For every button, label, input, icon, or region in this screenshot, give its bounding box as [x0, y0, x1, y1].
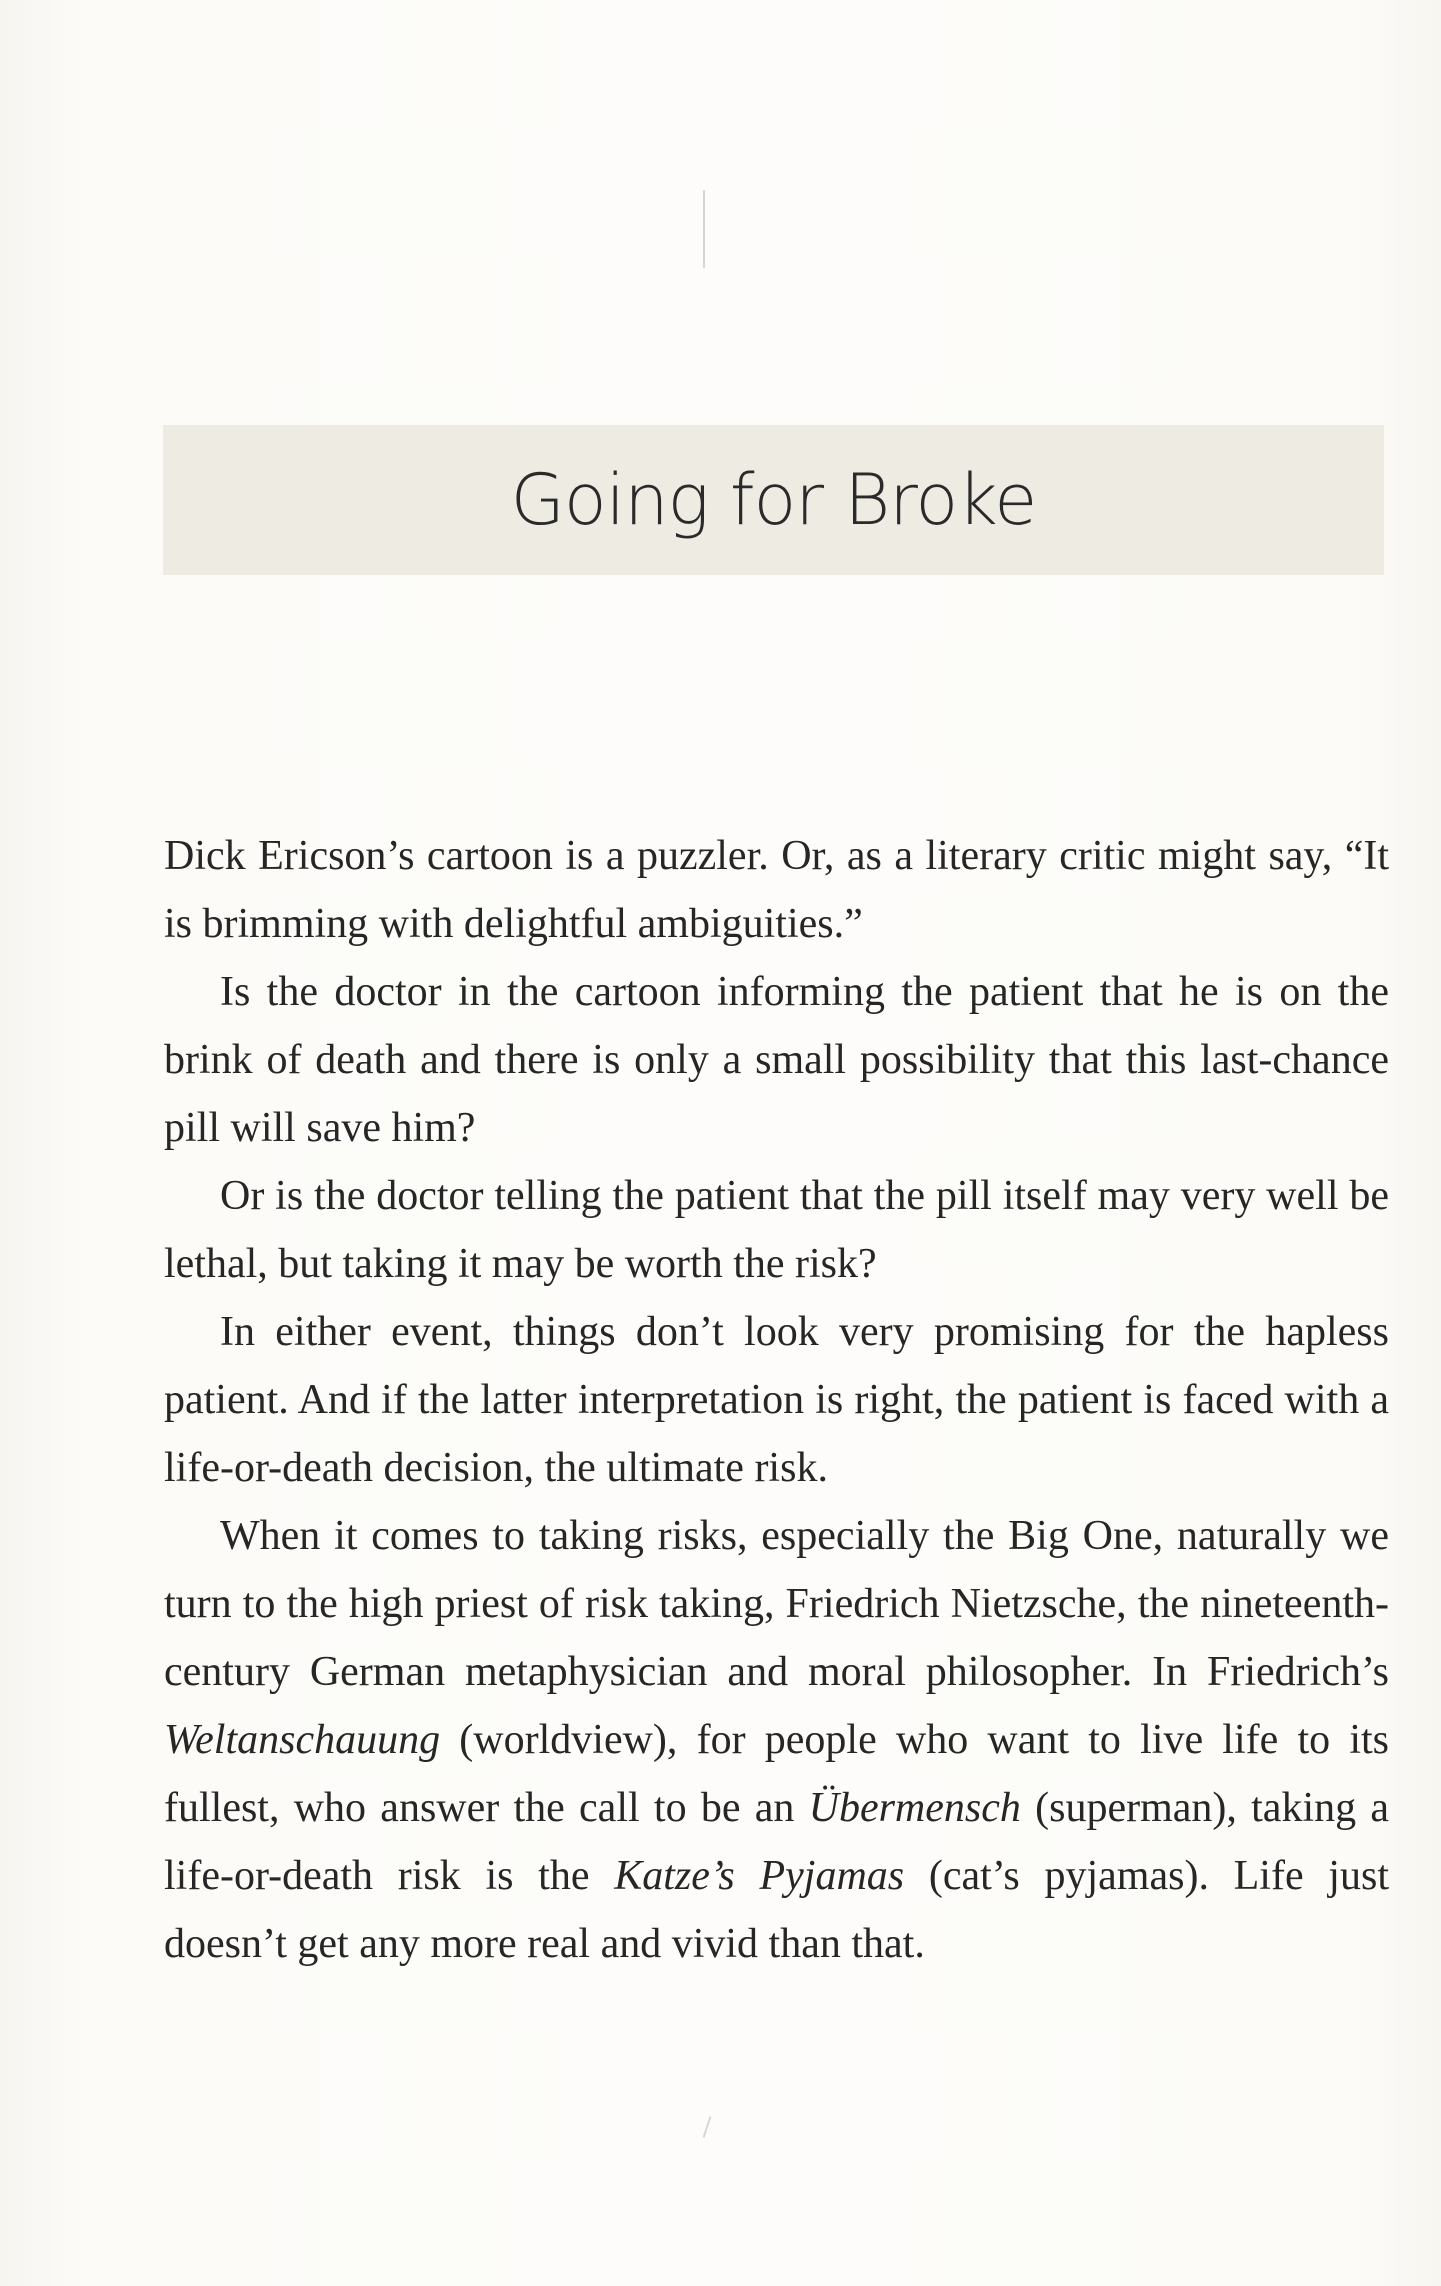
italic-term: Katze’s Pyjamas [614, 1853, 905, 1899]
paragraph [164, 1502, 1389, 1978]
paragraph: Or is the doctor telling the patient that the pill itself may very well be lethal, but taking it may be worth the risk? [164, 1173, 1389, 1287]
paragraph: Dick Ericson’s cartoon is a puzzler. Or, as a literary critic might say, “It is brimming with delightful ambiguities.” [164, 833, 1389, 947]
paragraph: In either event, things don’t look very promising for the hapless patient. And if the latter interpretation is right, the patient is faced with a life-or-death decision, the ultimate risk. [164, 1309, 1389, 1491]
text-run: (cat’s pyjamas). Life just doesn’t get any more real and vivid than that. [164, 1853, 1389, 1967]
body-text [164, 822, 1389, 1978]
text-run: When it comes to taking risks, especially the Big One, naturally we turn to the high priest of risk taking, Friedrich Nietzsche, the nineteenth-century German metaphysician and moral philosopher. In Friedrich’s [164, 1513, 1389, 1695]
italic-term: Übermensch [808, 1785, 1021, 1831]
paragraph: Is the doctor in the cartoon informing the patient that he is on the brink of death and there is only a small possibility that this last-chance pill will save him? [164, 969, 1389, 1151]
text-run: (superman), taking a life-or-death risk is the [164, 1785, 1390, 1899]
scan-mark [703, 2116, 712, 2138]
chapter-title: Going for Broke [510, 459, 1037, 541]
text-run: (worldview), for people who want to live life to its fullest, who answer the call to be an [164, 1717, 1389, 1831]
italic-term: Weltanschauung [164, 1717, 441, 1763]
scan-mark [703, 190, 705, 268]
